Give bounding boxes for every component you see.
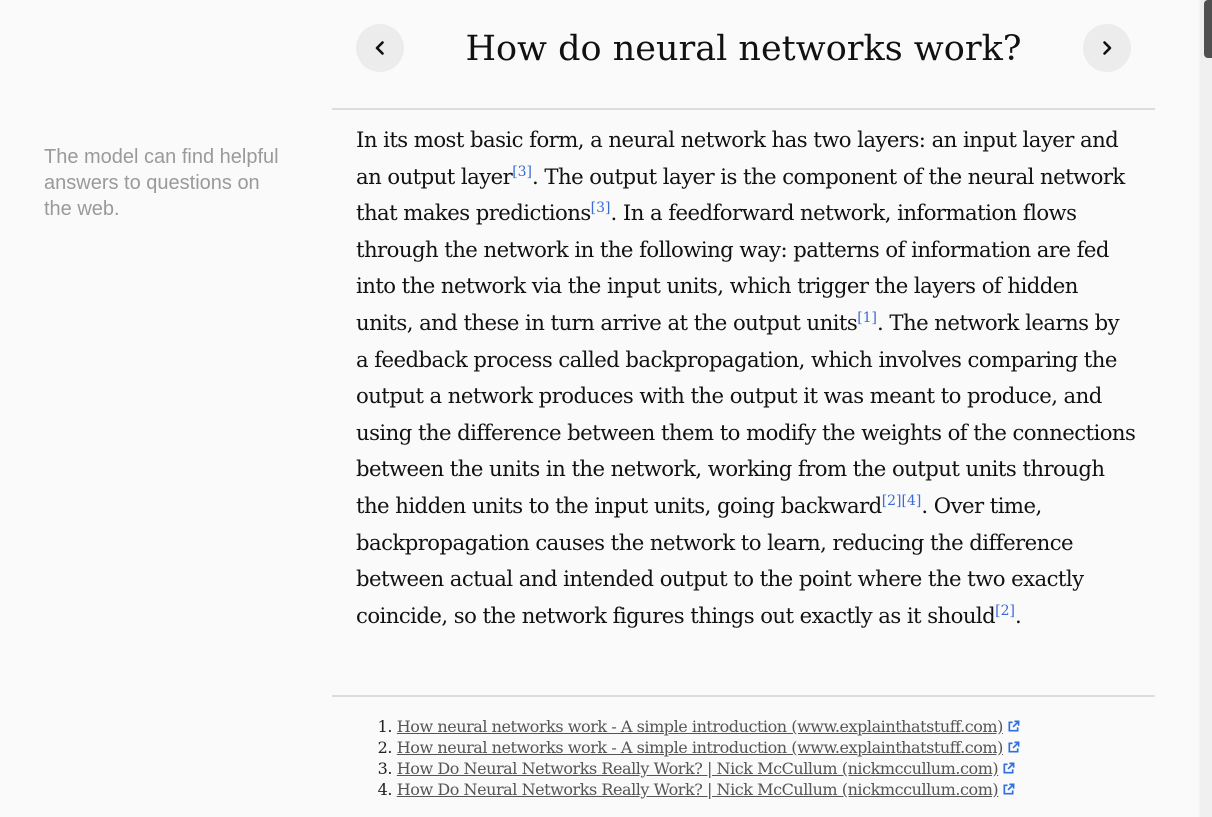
next-button[interactable] <box>1083 24 1131 72</box>
answer-segment: . In a feedforward network, information flows through the network in the following way: patterns of information are fed into the network via the input units, which trigger the layers of hidden units, and these in turn arrive at the output units <box>356 200 1109 335</box>
external-link-icon[interactable] <box>1007 720 1020 733</box>
source-item <box>356 737 1156 758</box>
chevron-right-icon <box>1098 39 1116 57</box>
source-number: 1. <box>377 717 392 736</box>
source-link[interactable]: How Do Neural Networks Really Work? | Nick McCullum (nickmccullum.com) <box>396 780 999 799</box>
side-note: The model can find helpful answers to questions on the web. <box>44 146 279 220</box>
bottom-divider <box>332 695 1155 697</box>
citation-link[interactable]: [3] <box>512 163 533 180</box>
answer-segment: . Over time, backpropagation causes the network to learn, reducing the difference between actual and intended output to the point where the two exactly coincide, so the network figures things out exactly as it should <box>356 492 1084 628</box>
source-link[interactable]: How Do Neural Networks Really Work? | Nick McCullum (nickmccullum.com) <box>396 759 999 778</box>
answer-segment: . The network learns by a feedback process called backpropagation, which involves comparing the output a network produces with the output it was meant to produce, and using the difference between them to modify the weights of the connections between the units in the network, working from the output units through the hidden units to the input units, going backward <box>356 309 1136 518</box>
citation-link[interactable]: [1] <box>857 309 878 326</box>
source-number: 4. <box>377 780 392 799</box>
external-link-icon[interactable] <box>1007 741 1020 754</box>
source-link[interactable]: How neural networks work - A simple introduction (www.explainthatstuff.com) <box>396 717 1003 736</box>
answer-text <box>356 122 1136 634</box>
top-divider <box>332 108 1155 110</box>
sources-list <box>356 716 1156 800</box>
source-item <box>356 758 1156 779</box>
chevron-left-icon <box>371 39 389 57</box>
source-number: 3. <box>377 759 392 778</box>
external-link-icon[interactable] <box>1002 762 1015 775</box>
citation-link[interactable]: [3] <box>590 200 611 217</box>
citation-link[interactable]: [2] <box>881 492 902 509</box>
answer-segment: . <box>1015 602 1022 628</box>
source-item <box>356 716 1156 737</box>
source-link[interactable]: How neural networks work - A simple introduction (www.explainthatstuff.com) <box>396 738 1003 757</box>
answer-segment: In its most basic form, a neural network has two layers: an input layer and an output layer <box>356 127 1119 189</box>
scrollbar-track[interactable] <box>1202 0 1212 817</box>
external-link-icon[interactable] <box>1002 783 1015 796</box>
question-title: How do neural networks work? <box>465 29 1022 69</box>
answer-segment: . The output layer is the component of the neural network that makes predictions <box>356 163 1125 226</box>
scrollbar-thumb[interactable] <box>1204 0 1212 58</box>
citation-link[interactable]: [2] <box>995 602 1016 619</box>
source-item <box>356 779 1156 800</box>
citation-link[interactable]: [4] <box>901 492 922 509</box>
source-number: 2. <box>377 738 392 757</box>
previous-button[interactable] <box>356 24 404 72</box>
